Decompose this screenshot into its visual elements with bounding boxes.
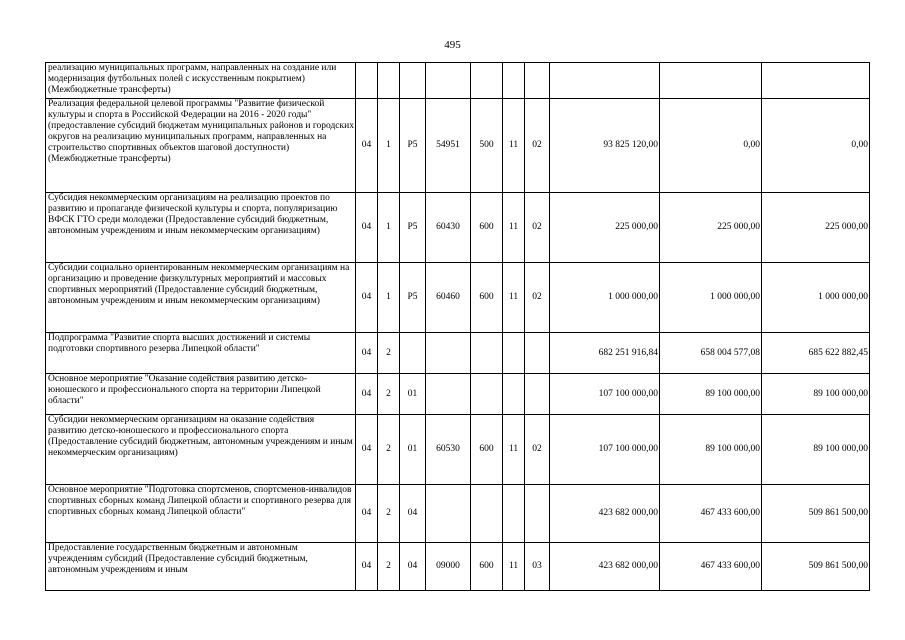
row-code-cell-c5: 600	[471, 543, 503, 591]
row-code-cell-v3: 89 100 000,00	[762, 374, 870, 415]
row-code-cell-c6: 11	[503, 263, 525, 333]
page-number: 495	[444, 39, 461, 51]
row-code-cell-c2: 2	[378, 485, 400, 543]
row-code-cell-c4	[426, 485, 471, 543]
row-description-cell: реализацию муниципальных программ, направленных на создание или модернизация футбольных полей с искусственным покрытием) (Межбюджетные трансферты)	[46, 63, 356, 99]
row-code-cell-c7	[525, 485, 550, 543]
row-code-cell-c3: P5	[400, 263, 426, 333]
row-description-cell: Основное мероприятие "Оказание содействия развитию детско-юношеского и профессионального спорта на территории Липецкой области"	[46, 374, 356, 415]
row-code-cell-v3: 685 622 882,45	[762, 333, 870, 374]
row-code-cell-v1: 682 251 916,84	[550, 333, 660, 374]
row-code-cell-c3	[400, 333, 426, 374]
table-row	[46, 485, 870, 543]
row-code-cell-v2: 467 433 600,00	[660, 543, 762, 591]
table-row	[46, 374, 870, 415]
row-code-cell-v3	[762, 63, 870, 99]
row-code-cell-v2: 89 100 000,00	[660, 415, 762, 485]
row-code-cell-c1: 04	[356, 485, 378, 543]
row-code-cell-v3: 0,00	[762, 99, 870, 193]
row-code-cell-c6	[503, 333, 525, 374]
row-code-cell-c5: 500	[471, 99, 503, 193]
row-code-cell-c6	[503, 63, 525, 99]
row-code-cell-v1: 107 100 000,00	[550, 415, 660, 485]
row-code-cell-c2: 1	[378, 193, 400, 263]
row-code-cell-c2	[378, 63, 400, 99]
row-code-cell-v2: 225 000,00	[660, 193, 762, 263]
row-code-cell-c6	[503, 374, 525, 415]
row-code-cell-c4: 09000	[426, 543, 471, 591]
row-description-cell: Реализация федеральной целевой программы "Развитие физической культуры и спорта в Российской Федерации на 2016 - 2020 годы" (предоставление субсидий бюджетам муниципальных районов и городских округов на реализацию муниципальных программ, направленных на строительство спортивных объектов шаговой доступности) (Межбюджетные трансферты)	[46, 99, 356, 193]
row-code-cell-c1	[356, 63, 378, 99]
row-code-cell-c4: 54951	[426, 99, 471, 193]
row-code-cell-v2	[660, 63, 762, 99]
row-code-cell-c1: 04	[356, 193, 378, 263]
table-row	[46, 99, 870, 193]
row-code-cell-c5: 600	[471, 193, 503, 263]
budget-table	[45, 62, 870, 591]
row-code-cell-c6: 11	[503, 193, 525, 263]
row-code-cell-c7	[525, 374, 550, 415]
row-code-cell-c7: 02	[525, 263, 550, 333]
row-code-cell-v3: 225 000,00	[762, 193, 870, 263]
row-code-cell-c3: 04	[400, 543, 426, 591]
row-code-cell-c4	[426, 374, 471, 415]
row-code-cell-c3: 01	[400, 374, 426, 415]
table-row	[46, 333, 870, 374]
table-row	[46, 415, 870, 485]
row-code-cell-c4: 60460	[426, 263, 471, 333]
row-code-cell-c1: 04	[356, 543, 378, 591]
row-code-cell-v3: 509 861 500,00	[762, 543, 870, 591]
row-code-cell-v2: 467 433 600,00	[660, 485, 762, 543]
row-code-cell-v2: 0,00	[660, 99, 762, 193]
row-code-cell-v3: 89 100 000,00	[762, 415, 870, 485]
row-code-cell-c5	[471, 333, 503, 374]
row-code-cell-c4: 60430	[426, 193, 471, 263]
row-code-cell-c2: 2	[378, 543, 400, 591]
row-code-cell-c2: 2	[378, 415, 400, 485]
row-description-cell: Субсидия некоммерческим организациям на реализацию проектов по развитию и пропаганде физической культуры и спорта, популяризацию ВФСК ГТО среди молодежи (Предоставление субсидий бюджетным, автономным учреждениям и иным некоммерческим организациям)	[46, 193, 356, 263]
row-code-cell-c5	[471, 374, 503, 415]
row-code-cell-v1: 423 682 000,00	[550, 485, 660, 543]
row-code-cell-c7	[525, 333, 550, 374]
row-code-cell-c3: 01	[400, 415, 426, 485]
row-description-cell: Основное мероприятие "Подготовка спортсменов, спортсменов-инвалидов спортивных сборных команд Липецкой области и спортивного резерва для спортивных сборных команд Липецкой области"	[46, 485, 356, 543]
row-code-cell-c5	[471, 63, 503, 99]
row-code-cell-v3: 1 000 000,00	[762, 263, 870, 333]
row-code-cell-v1: 423 682 000,00	[550, 543, 660, 591]
row-code-cell-v1: 93 825 120,00	[550, 99, 660, 193]
row-code-cell-v3: 509 861 500,00	[762, 485, 870, 543]
row-code-cell-c3: P5	[400, 99, 426, 193]
row-code-cell-c5: 600	[471, 415, 503, 485]
row-code-cell-c1: 04	[356, 99, 378, 193]
row-code-cell-c6: 11	[503, 415, 525, 485]
row-description-cell: Подпрограмма "Развитие спорта высших достижений и системы подготовки спортивного резерва Липецкой области"	[46, 333, 356, 374]
table-row	[46, 63, 870, 99]
row-code-cell-v2: 1 000 000,00	[660, 263, 762, 333]
row-code-cell-c1: 04	[356, 333, 378, 374]
row-code-cell-c7: 02	[525, 415, 550, 485]
row-code-cell-c6	[503, 485, 525, 543]
row-code-cell-c5	[471, 485, 503, 543]
row-code-cell-v2: 658 004 577,08	[660, 333, 762, 374]
row-code-cell-c4	[426, 333, 471, 374]
row-code-cell-c2: 1	[378, 263, 400, 333]
row-code-cell-c6: 11	[503, 543, 525, 591]
row-code-cell-c7	[525, 63, 550, 99]
table-row	[46, 543, 870, 591]
row-code-cell-v1: 225 000,00	[550, 193, 660, 263]
row-code-cell-c7: 02	[525, 99, 550, 193]
row-code-cell-v1: 1 000 000,00	[550, 263, 660, 333]
table-row	[46, 263, 870, 333]
row-code-cell-v1: 107 100 000,00	[550, 374, 660, 415]
row-code-cell-c7: 03	[525, 543, 550, 591]
row-code-cell-v1	[550, 63, 660, 99]
row-description-cell: Субсидии социально ориентированным некоммерческим организациям на организацию и проведение физкультурных мероприятий и массовых спортивных мероприятий (Предоставление субсидий бюджетным, автономным учреждениям и иным некоммерческим организациям)	[46, 263, 356, 333]
row-code-cell-c5: 600	[471, 263, 503, 333]
row-code-cell-c4: 60530	[426, 415, 471, 485]
row-code-cell-c2: 2	[378, 333, 400, 374]
row-code-cell-c3: 04	[400, 485, 426, 543]
row-description-cell: Предоставление государственным бюджетным и автономным учреждениям субсидий (Предоставление субсидий бюджетным, автономным учреждениям и иным	[46, 543, 356, 591]
row-description-cell: Субсидии некоммерческим организациям на оказание содействия развитию детско-юношеского и профессионального спорта (Предоставление субсидий бюджетным, автономным учреждениям и иным некоммерческим организациям)	[46, 415, 356, 485]
row-code-cell-c1: 04	[356, 263, 378, 333]
row-code-cell-c6: 11	[503, 99, 525, 193]
row-code-cell-c2: 1	[378, 99, 400, 193]
row-code-cell-c7: 02	[525, 193, 550, 263]
row-code-cell-v2: 89 100 000,00	[660, 374, 762, 415]
row-code-cell-c3: P5	[400, 193, 426, 263]
table-row	[46, 193, 870, 263]
row-code-cell-c4	[426, 63, 471, 99]
row-code-cell-c3	[400, 63, 426, 99]
row-code-cell-c1: 04	[356, 374, 378, 415]
row-code-cell-c2: 2	[378, 374, 400, 415]
row-code-cell-c1: 04	[356, 415, 378, 485]
